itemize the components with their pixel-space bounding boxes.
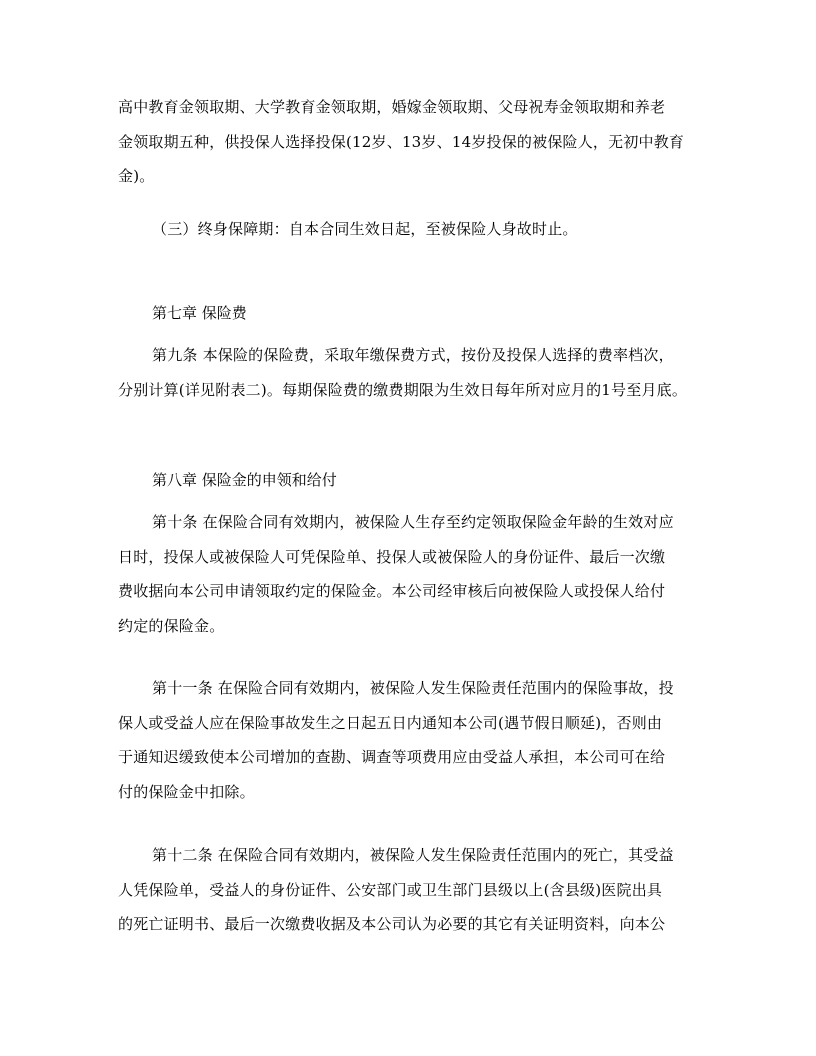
text-line: 第十条 在保险合同有效期内，被保险人生存至约定领取保险金年龄的生效对应 — [152, 513, 674, 531]
paragraph-article-ten — [118, 505, 703, 643]
text-line: 人凭保险单，受益人的身份证件、公安部门或卫生部门县级以上(含县级)医院出具 — [118, 880, 663, 899]
text-line: 约定的保险金。 — [118, 616, 225, 635]
text-line: 第十二条 在保险合同有效期内，被保险人发生保险责任范围内的死亡，其受益 — [152, 846, 674, 864]
text-line: 保人或受益人应在保险事故发生之日起五日内通知本公司(遇节假日顺延)，否则由 — [118, 713, 663, 732]
paragraph-article-twelve — [118, 838, 703, 942]
paragraph-article-eleven — [118, 671, 703, 809]
text-line: 第十一条 在保险合同有效期内，被保险人发生保险责任范围内的保险事故，投 — [152, 679, 674, 697]
paragraph-clause-three — [118, 212, 703, 247]
text-line: 金)。 — [118, 167, 155, 185]
paragraph-continuation — [118, 90, 703, 194]
text-line: 分别计算(详见附表二)。每期保险费的缴费期限为生效日每年所对应月的1号至月底。 — [118, 380, 688, 399]
paragraph-article-nine — [118, 338, 703, 407]
text-line: （三）终身保障期：自本合同生效日起，至被保险人身故时止。 — [152, 220, 578, 238]
chapter-heading-eight: 第八章 保险金的申领和给付 — [152, 471, 337, 489]
text-line: 高中教育金领取期、大学教育金领取期，婚嫁金领取期、父母祝寿金领取期和养老 — [118, 98, 666, 116]
text-line: 付的保险金中扣除。 — [118, 782, 255, 801]
text-line: 费收据向本公司申请领取约定的保险金。本公司经审核后向被保险人或投保人给付 — [118, 582, 666, 600]
text-line: 第九条 本保险的保险费，采取年缴保费方式，按份及投保人选择的费率档次， — [152, 346, 674, 364]
text-line: 金领取期五种，供投保人选择投保(12岁、13岁、14岁投保的被保险人，无初中教育 — [118, 132, 685, 151]
chapter-heading-seven: 第七章 保险费 — [152, 304, 247, 322]
text-line: 于通知迟缓致使本公司增加的查勘、调查等项费用应由受益人承担，本公司可在给 — [118, 748, 666, 766]
text-line: 的死亡证明书、最后一次缴费收据及本公司认为必要的其它有关证明资料，向本公 — [118, 915, 666, 933]
text-line: 日时，投保人或被保险人可凭保险单、投保人或被保险人的身份证件、最后一次缴 — [118, 547, 666, 566]
